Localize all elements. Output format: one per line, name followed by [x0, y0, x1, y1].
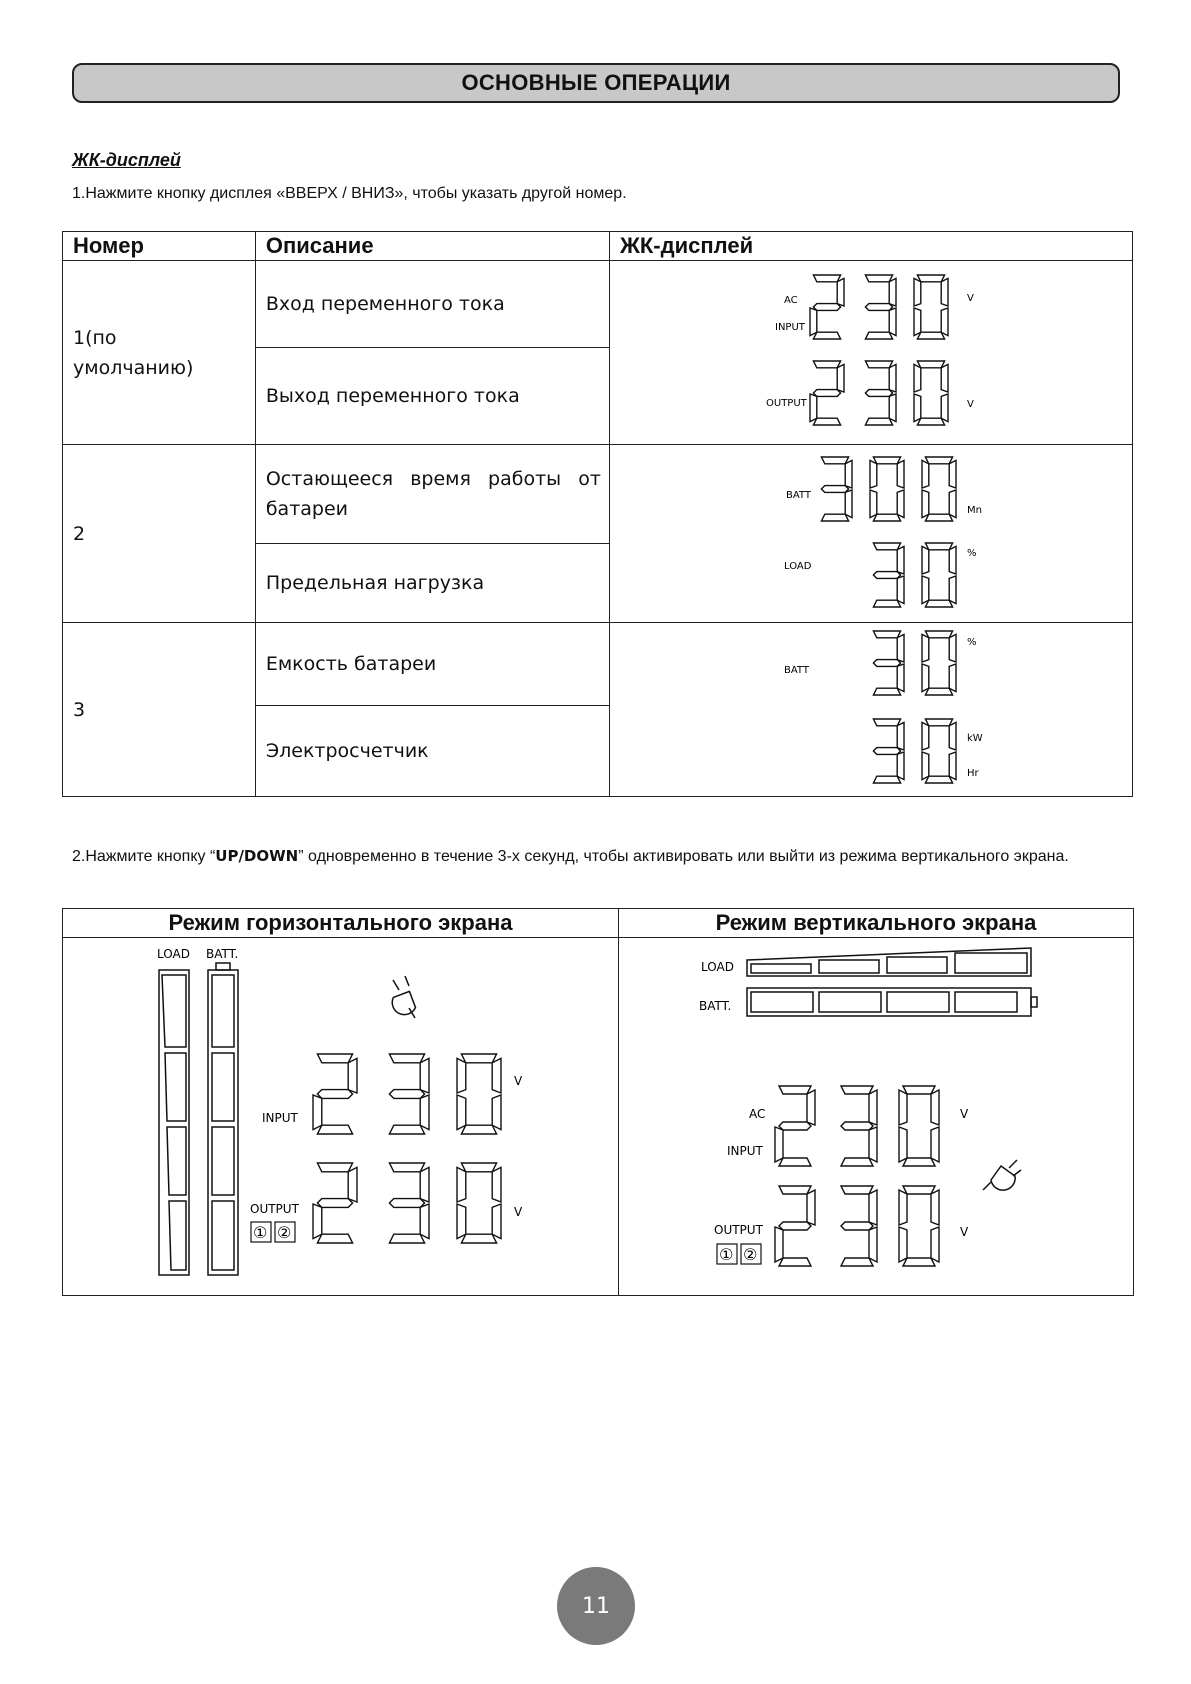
- lcd-segment-g: [317, 1199, 352, 1208]
- lcd-segment-c: [949, 664, 956, 692]
- row-description: Предельная нагрузка: [255, 543, 609, 622]
- lcd-digits: [313, 1163, 501, 1243]
- lcd-segment-b: [807, 1190, 815, 1225]
- lcd-unit: V: [960, 1225, 969, 1239]
- plug-icon: [983, 1160, 1021, 1190]
- lcd-segment-g: [873, 748, 900, 755]
- vertical-lcd: [619, 938, 1133, 1290]
- lcd-illustration: [610, 623, 1131, 791]
- lcd-segment-d: [779, 1158, 811, 1166]
- lcd-segment-e: [922, 576, 929, 604]
- lcd-segment-e: [922, 752, 929, 780]
- lcd-segment-d: [873, 600, 900, 607]
- lcd-segment-a: [461, 1163, 496, 1172]
- lcd-segment-b: [869, 1190, 877, 1225]
- lcd-label: INPUT: [775, 322, 805, 333]
- lcd-segment-a: [917, 275, 944, 282]
- lcd-label: BATT: [784, 665, 809, 676]
- lcd-digit-3: [821, 457, 852, 521]
- row-description: Вход переменного тока: [255, 261, 609, 348]
- lcd-segment-d: [917, 418, 944, 425]
- lcd-label: AC: [784, 295, 798, 306]
- lcd-segment-b: [897, 634, 904, 662]
- col-header-lcd: ЖК-дисплей: [610, 232, 1133, 261]
- lcd-unit: V: [967, 399, 974, 410]
- lcd-segment-c: [869, 1127, 877, 1162]
- lcd-segment-e: [922, 664, 929, 692]
- lcd-illustration: [610, 445, 1131, 617]
- lcd-segment-b: [837, 364, 844, 392]
- lcd-segment-a: [925, 543, 952, 550]
- lcd-segment-e: [457, 1204, 466, 1239]
- lcd-digit-3: [841, 1086, 877, 1166]
- lcd-segment-f: [914, 278, 921, 306]
- lcd-segment-c: [897, 752, 904, 780]
- section-subtitle: ЖК-дисплей: [72, 150, 181, 170]
- lcd-digit-3: [841, 1186, 877, 1266]
- lcd-segment-f: [914, 364, 921, 392]
- lcd-segment-f: [457, 1167, 466, 1202]
- lcd-digits: [873, 719, 956, 783]
- lcd-digits: [821, 457, 956, 521]
- lcd-segment-c: [420, 1204, 429, 1239]
- lcd-segment-c: [897, 664, 904, 692]
- lcd-segment-d: [461, 1125, 496, 1134]
- lcd-segment-d: [925, 600, 952, 607]
- lcd-segment-g: [873, 660, 900, 667]
- lcd-segment-f: [922, 722, 929, 750]
- lcd-segment-b: [807, 1090, 815, 1125]
- lcd-digit-3: [865, 361, 896, 425]
- lcd-digit-3: [873, 631, 904, 695]
- lcd-digit-0: [914, 361, 948, 425]
- lcd-segment-c: [941, 308, 948, 336]
- lcd-segment-a: [925, 457, 952, 464]
- col-header-horizontal: Режим горизонтального экрана: [63, 909, 619, 938]
- lcd-digit-3: [865, 275, 896, 339]
- lcd-digit-2: [775, 1186, 815, 1266]
- lcd-cell: [610, 445, 1133, 623]
- lcd-segment-b: [845, 460, 852, 488]
- lcd-segment-b: [420, 1058, 429, 1093]
- lcd-segment-b: [931, 1190, 939, 1225]
- lcd-segment-b: [889, 364, 896, 392]
- horizontal-lcd: [63, 938, 618, 1290]
- lcd-segment-a: [925, 631, 952, 638]
- lcd-digit-3: [389, 1163, 429, 1243]
- lcd-segment-g: [389, 1090, 424, 1099]
- lcd-segment-a: [873, 719, 900, 726]
- mode-1-icon: ①: [253, 1223, 268, 1242]
- lcd-digit-3: [873, 543, 904, 607]
- lcd-label: BATT: [786, 490, 811, 501]
- lcd-segment-d: [917, 332, 944, 339]
- lcd-unit: V: [514, 1205, 523, 1219]
- lcd-segment-c: [941, 394, 948, 422]
- lcd-digit-2: [313, 1163, 357, 1243]
- lcd-segment-a: [865, 275, 892, 282]
- lcd-segment-c: [492, 1204, 501, 1239]
- lcd-segment-b: [941, 278, 948, 306]
- lcd-segment-e: [922, 490, 929, 518]
- lcd-segment-c: [949, 576, 956, 604]
- lcd-segment-a: [873, 543, 900, 550]
- lcd-segment-e: [810, 394, 817, 422]
- lcd-digit-2: [810, 275, 844, 339]
- lcd-unit: Mn: [967, 505, 982, 516]
- lcd-segment-d: [841, 1258, 873, 1266]
- load-bar-icon: [747, 948, 1031, 976]
- batt-label: BATT.: [206, 947, 239, 961]
- horizontal-mode-cell: [63, 938, 619, 1296]
- lcd-segment-a: [841, 1186, 873, 1194]
- lcd-segment-d: [903, 1158, 935, 1166]
- mode-2-icon: ②: [277, 1223, 292, 1242]
- lcd-segment-e: [775, 1227, 783, 1262]
- lcd-digit-0: [899, 1186, 939, 1266]
- input-label: INPUT: [262, 1111, 298, 1125]
- lcd-segment-c: [949, 752, 956, 780]
- plug-icon: [390, 976, 420, 1018]
- lcd-segment-f: [899, 1090, 907, 1125]
- row-number: 2: [63, 445, 256, 623]
- lcd-digit-0: [922, 543, 956, 607]
- lcd-segment-b: [949, 460, 956, 488]
- lcd-digit-0: [922, 719, 956, 783]
- lcd-segment-a: [865, 361, 892, 368]
- lcd-segment-d: [873, 776, 900, 783]
- lcd-label: OUTPUT: [766, 398, 807, 409]
- lcd-segment-a: [841, 1086, 873, 1094]
- lcd-segment-a: [779, 1086, 811, 1094]
- col-header-vertical: Режим вертикального экрана: [619, 909, 1134, 938]
- lcd-unit: %: [967, 637, 977, 648]
- lcd-segment-b: [492, 1058, 501, 1093]
- up-down-button-label: UP/DOWN: [215, 847, 299, 865]
- input-label: INPUT: [727, 1144, 763, 1158]
- page-header: ОСНОВНЫЕ ОПЕРАЦИИ: [72, 63, 1120, 103]
- lcd-segment-a: [779, 1186, 811, 1194]
- battery-bar-icon: [208, 963, 238, 1275]
- lcd-segment-e: [457, 1095, 466, 1130]
- mode-1-icon: ①: [719, 1245, 734, 1264]
- lcd-segment-c: [420, 1095, 429, 1130]
- mode-2-icon: ②: [743, 1245, 758, 1264]
- lcd-segment-b: [837, 278, 844, 306]
- lcd-segment-g: [865, 304, 892, 311]
- lcd-segment-g: [821, 486, 848, 493]
- lcd-segment-d: [389, 1125, 424, 1134]
- lcd-digits: [873, 631, 956, 695]
- lcd-segment-a: [813, 275, 840, 282]
- lcd-unit: kW: [967, 733, 983, 744]
- lcd-segment-a: [925, 719, 952, 726]
- lcd-segment-f: [922, 634, 929, 662]
- lcd-digit-0: [457, 1163, 501, 1243]
- lcd-segment-b: [348, 1167, 357, 1202]
- load-bar-icon: [159, 970, 189, 1275]
- load-label: LOAD: [157, 947, 190, 961]
- lcd-segment-b: [889, 278, 896, 306]
- lcd-segment-c: [931, 1227, 939, 1262]
- lcd-segment-d: [925, 688, 952, 695]
- lcd-segment-a: [903, 1086, 935, 1094]
- lcd-segment-e: [914, 394, 921, 422]
- lcd-unit: %: [967, 548, 977, 559]
- lcd-segment-g: [865, 390, 892, 397]
- row-description: Остающееся время работы от батареи: [255, 445, 609, 544]
- lcd-segment-b: [420, 1167, 429, 1202]
- lcd-segment-d: [903, 1258, 935, 1266]
- display-table: [62, 231, 1133, 797]
- lcd-segment-c: [869, 1227, 877, 1262]
- lcd-digit-0: [922, 631, 956, 695]
- lcd-segment-f: [899, 1190, 907, 1225]
- lcd-segment-b: [931, 1090, 939, 1125]
- col-header-description: Описание: [255, 232, 609, 261]
- lcd-digit-0: [870, 457, 904, 521]
- lcd-segment-d: [317, 1125, 352, 1134]
- instruction-text: 2.Нажмите кнопку “: [72, 848, 216, 865]
- row-description: Емкость батареи: [255, 623, 609, 706]
- lcd-segment-a: [461, 1054, 496, 1063]
- lcd-segment-d: [779, 1258, 811, 1266]
- lcd-segment-b: [897, 460, 904, 488]
- row-number: 3: [63, 623, 256, 797]
- lcd-segment-e: [914, 308, 921, 336]
- lcd-segment-g: [813, 390, 840, 397]
- lcd-label: LOAD: [784, 561, 812, 572]
- lcd-segment-g: [841, 1222, 873, 1230]
- output-label: OUTPUT: [250, 1202, 299, 1216]
- instruction-text: ” одновременно в течение 3-х секунд, чтобы активировать или выйти из режима вертикального экрана.: [298, 848, 1069, 865]
- lcd-segment-g: [779, 1222, 811, 1230]
- lcd-segment-g: [873, 572, 900, 579]
- lcd-segment-a: [389, 1163, 424, 1172]
- row-number: 1(по умолчанию): [63, 261, 256, 445]
- lcd-illustration: [610, 261, 1131, 439]
- lcd-digits: [775, 1186, 939, 1266]
- lcd-digits: [810, 361, 948, 425]
- lcd-segment-b: [941, 364, 948, 392]
- lcd-segment-e: [313, 1204, 322, 1239]
- lcd-segment-d: [873, 688, 900, 695]
- lcd-segment-c: [949, 490, 956, 518]
- lcd-segment-a: [317, 1054, 352, 1063]
- lcd-segment-c: [889, 308, 896, 336]
- lcd-unit: Hr: [967, 768, 979, 779]
- lcd-segment-d: [821, 514, 848, 521]
- lcd-segment-c: [845, 490, 852, 518]
- ac-label: AC: [749, 1107, 766, 1121]
- battery-bar-icon: [747, 988, 1037, 1016]
- lcd-segment-c: [889, 394, 896, 422]
- lcd-segment-d: [317, 1234, 352, 1243]
- lcd-segment-a: [389, 1054, 424, 1063]
- load-label: LOAD: [701, 960, 734, 974]
- lcd-segment-b: [949, 546, 956, 574]
- lcd-segment-e: [775, 1127, 783, 1162]
- lcd-cell: [610, 261, 1133, 445]
- lcd-digits: [810, 275, 948, 339]
- lcd-segment-g: [841, 1122, 873, 1130]
- lcd-segment-b: [949, 722, 956, 750]
- lcd-segment-d: [925, 514, 952, 521]
- lcd-segment-a: [873, 457, 900, 464]
- output-label: OUTPUT: [714, 1223, 763, 1237]
- lcd-segment-d: [865, 418, 892, 425]
- lcd-segment-g: [779, 1122, 811, 1130]
- row-description: Выход переменного тока: [255, 347, 609, 444]
- lcd-digit-0: [899, 1086, 939, 1166]
- lcd-unit: V: [960, 1107, 969, 1121]
- lcd-digit-3: [873, 719, 904, 783]
- lcd-segment-g: [389, 1199, 424, 1208]
- col-header-number: Номер: [63, 232, 256, 261]
- lcd-segment-d: [925, 776, 952, 783]
- lcd-digit-2: [775, 1086, 815, 1166]
- lcd-digits: [775, 1086, 939, 1166]
- lcd-segment-b: [897, 722, 904, 750]
- lcd-segment-f: [457, 1058, 466, 1093]
- lcd-segment-d: [873, 514, 900, 521]
- lcd-digit-0: [922, 457, 956, 521]
- lcd-unit: V: [967, 293, 974, 304]
- lcd-segment-c: [492, 1095, 501, 1130]
- lcd-segment-d: [461, 1234, 496, 1243]
- lcd-cell: [610, 623, 1133, 797]
- lcd-segment-e: [899, 1227, 907, 1262]
- lcd-segment-a: [903, 1186, 935, 1194]
- lcd-segment-d: [813, 332, 840, 339]
- lcd-digits: [313, 1054, 501, 1134]
- row-description: Электросчетчик: [255, 706, 609, 797]
- lcd-segment-f: [922, 460, 929, 488]
- lcd-segment-d: [865, 332, 892, 339]
- lcd-segment-e: [810, 308, 817, 336]
- lcd-segment-d: [841, 1158, 873, 1166]
- lcd-segment-b: [897, 546, 904, 574]
- lcd-segment-b: [348, 1058, 357, 1093]
- screen-mode-table: [62, 908, 1134, 1296]
- lcd-segment-e: [313, 1095, 322, 1130]
- lcd-digit-0: [914, 275, 948, 339]
- lcd-segment-f: [870, 460, 877, 488]
- lcd-segment-c: [897, 490, 904, 518]
- lcd-segment-a: [813, 361, 840, 368]
- lcd-segment-g: [317, 1090, 352, 1099]
- lcd-segment-d: [389, 1234, 424, 1243]
- lcd-segment-g: [813, 304, 840, 311]
- lcd-segment-b: [492, 1167, 501, 1202]
- lcd-segment-e: [870, 490, 877, 518]
- lcd-segment-b: [869, 1090, 877, 1125]
- lcd-digit-2: [313, 1054, 357, 1134]
- instruction-1: 1.Нажмите кнопку дисплея «ВВЕРХ / ВНИЗ», чтобы указать другой номер.: [72, 185, 627, 202]
- lcd-segment-a: [917, 361, 944, 368]
- lcd-unit: V: [514, 1074, 523, 1088]
- lcd-segment-e: [899, 1127, 907, 1162]
- batt-label: BATT.: [699, 999, 732, 1013]
- lcd-segment-a: [821, 457, 848, 464]
- lcd-segment-b: [949, 634, 956, 662]
- lcd-segment-d: [813, 418, 840, 425]
- lcd-digit-3: [389, 1054, 429, 1134]
- vertical-mode-cell: [619, 938, 1134, 1296]
- lcd-segment-c: [931, 1127, 939, 1162]
- page-number: 11: [557, 1567, 635, 1645]
- lcd-digit-0: [457, 1054, 501, 1134]
- lcd-digit-2: [810, 361, 844, 425]
- lcd-digits: [873, 543, 956, 607]
- lcd-segment-f: [922, 546, 929, 574]
- lcd-segment-a: [317, 1163, 352, 1172]
- lcd-segment-c: [897, 576, 904, 604]
- instruction-2: [72, 845, 1132, 868]
- lcd-segment-a: [873, 631, 900, 638]
